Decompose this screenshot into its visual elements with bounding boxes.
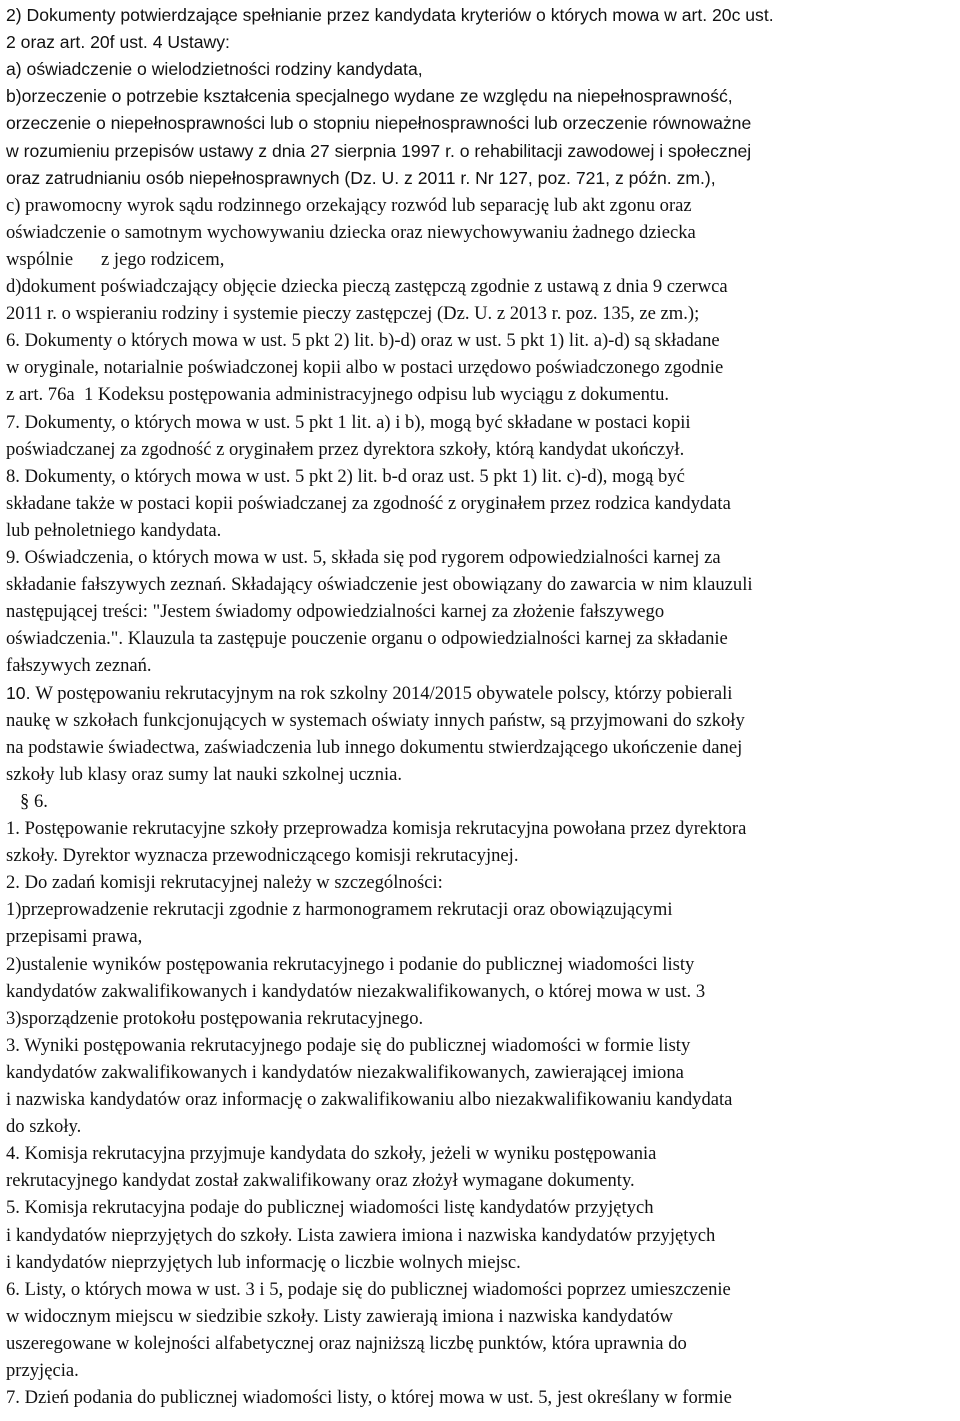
text-segment: 2)ustalenie wyników postępowania rekrutacyjnego i podanie do publicznej wiadomości listy — [6, 953, 695, 975]
text-segment: 3)sporządzenie protokołu postępowania rekrutacyjnego. — [6, 1007, 424, 1029]
text-segment: kandydatów zakwalifikowanych i kandydatów niezakwalifikowanych, zawierającej imiona — [6, 1061, 684, 1083]
text-segment: 1. Postępowanie rekrutacyjne szkoły przeprowadza komisja rekrutacyjna powołana przez dyrektora — [6, 818, 747, 839]
text-line — [6, 436, 684, 463]
text-segment: 10. — [6, 682, 36, 703]
text-segment: 2) Dokumenty potwierdzające spełnianie przez kandydata kryteriów o których mowa w art. 20c ust. — [6, 5, 774, 25]
text-segment: 5. Komisja rekrutacyjna podaje do publicznej wiadomości listę kandydatów przyjętych — [6, 1197, 654, 1219]
text-line — [6, 327, 720, 354]
text-segment: 2011 r. o wspieraniu rodziny i systemie pieczy zastępczej (Dz. U. z 2013 r. poz. 135, ze zm.); — [6, 303, 700, 325]
text-line — [6, 83, 733, 110]
text-segment: szkoły. — [6, 845, 63, 867]
text-line — [6, 354, 723, 381]
text-line — [6, 29, 230, 56]
text-segment: następującej treści: "Jestem świadomy odpowiedzialności karnej za złożenie fałszywego — [6, 601, 665, 623]
text-line — [6, 110, 751, 137]
text-segment: Klauzula ta zastępuje pouczenie organu o odpowiedzialności karnej za składanie — [127, 628, 728, 650]
text-line — [6, 138, 751, 165]
text-segment: Składający oświadczenie jest obowiązany do zawarcia w nim klauzuli — [231, 574, 753, 596]
text-line — [6, 869, 443, 896]
text-line — [6, 842, 519, 869]
text-line — [6, 409, 691, 436]
text-segment: 4. Komisja rekrutacyjna przyjmuje kandydata do szkoły, jeżeli w wyniku postępowania — [6, 1143, 657, 1165]
text-segment: kandydatów zakwalifikowanych i kandydatów niezakwalifikowanych, o której mowa w ust. 3 — [6, 980, 706, 1002]
text-line — [6, 598, 664, 625]
text-line — [6, 1222, 715, 1249]
text-line — [6, 544, 721, 571]
text-line — [6, 707, 745, 734]
text-segment: w widocznym miejscu w siedzibie szkoły. — [6, 1305, 324, 1327]
text-segment: b)orzeczenie o potrzebie kształcenia specjalnego wydane ze względu na niepełnosprawność, — [6, 86, 733, 107]
text-segment: 6. Listy, o których mowa w ust. 3 i 5, podaje się do publicznej wiadomości poprzez umieszczenie — [6, 1278, 731, 1300]
text-segment: W postępowaniu rekrutacyjnym na rok szkolny 2014/2015 obywatele polscy, którzy pobierali — [35, 682, 733, 704]
text-segment: przyjęcia. — [6, 1360, 79, 1381]
text-line — [6, 300, 699, 327]
text-segment: naukę w szkołach funkcjonujących w systemach oświaty innych państw, są przyjmowani do szkoły — [6, 709, 745, 731]
text-line — [6, 381, 669, 408]
text-segment: oraz zatrudnianiu osób niepełnosprawnych (Dz. U. z 2011 r. Nr 127, poz. 721, z późn. zm.), — [6, 167, 716, 188]
text-segment: 7. Dzień podania do publicznej wiadomości listy, o której mowa w ust. 5, jest określany w formie — [6, 1387, 732, 1409]
text-segment: 2. Do zadań komisji rekrutacyjnej należy w szczególności: — [6, 872, 443, 894]
text-line — [6, 1005, 423, 1032]
text-segment: i kandydatów nieprzyjętych lub informację o liczbie wolnych miejsc. — [6, 1251, 521, 1273]
text-line — [20, 788, 48, 815]
text-line — [6, 165, 716, 192]
text-line — [6, 1086, 732, 1113]
text-segment: w oryginale, notarialnie poświadczonej kopii albo w postaci urzędowo poświadczonego zgodnie — [6, 357, 724, 379]
text-line — [6, 978, 705, 1005]
text-segment: przepisami prawa, — [6, 926, 143, 948]
text-segment: c) prawomocny wyrok sądu rodzinnego orzekający rozwód lub separację lub akt zgonu oraz — [6, 194, 692, 216]
text-line — [6, 2, 774, 29]
text-line — [6, 1032, 690, 1059]
text-line — [6, 815, 746, 842]
text-line — [6, 490, 731, 517]
text-line — [6, 652, 152, 679]
text-segment: i nazwiska kandydatów oraz informację o zakwalifikowaniu albo niezakwalifikowaniu kandydata — [6, 1089, 733, 1110]
text-segment: 8. Dokumenty, o których mowa w ust. 5 pkt 2) lit. b-d oraz ust. 5 pkt 1) lit. c)-d), mogą być — [6, 465, 685, 487]
text-segment: 1)przeprowadzenie rekrutacji zgodnie z harmonogramem rekrutacji oraz obowiązującymi — [6, 899, 673, 921]
text-segment: poświadczanej za zgodność z oryginałem przez dyrektora szkoły, którą kandydat ukończył. — [6, 438, 685, 460]
text-segment: Listy zawierają imiona i nazwiska kandydatów — [323, 1305, 673, 1327]
text-line — [6, 219, 696, 246]
text-segment: 2 oraz art. 20f ust. — [6, 32, 153, 53]
text-segment: składane także w postaci kopii poświadczanej za zgodność z oryginałem przez rodzica kandydata — [6, 492, 731, 514]
text-line — [6, 1303, 673, 1330]
text-line — [6, 1357, 79, 1384]
text-segment: do szkoły. — [6, 1116, 82, 1138]
text-segment: Lista zawiera imiona i nazwiska kandydatów przyjętych — [297, 1224, 716, 1246]
text-segment: oświadczenia.". — [6, 628, 128, 650]
text-line — [6, 1167, 635, 1194]
text-segment: 4 Ustawy: — [152, 32, 230, 53]
text-segment: fałszywych zeznań. — [6, 655, 152, 677]
text-segment: oświadczenie o samotnym wychowywaniu dziecka oraz niewychowywaniu żadnego dziecka — [6, 221, 696, 243]
text-segment: w rozumieniu przepisów ustawy z dnia 27 sierpnia 1997 r. o rehabilitacji zawodowej i społecznej — [6, 140, 752, 161]
text-segment: a) oświadczenie o wielodzietności rodziny kandydata, — [6, 59, 423, 80]
text-segment: 9. Oświadczenia, o których mowa w ust. 5, składa się pod rygorem odpowiedzialności karnej za — [6, 547, 721, 568]
text-line — [6, 923, 142, 950]
text-segment: § 6. — [20, 790, 48, 812]
text-segment: i kandydatów nieprzyjętych do szkoły. — [6, 1224, 298, 1246]
text-segment: Dyrektor wyznacza przewodniczącego komisji rekrutacyjnej. — [62, 845, 519, 867]
text-segment: uszeregowane w kolejności alfabetycznej oraz najniższą liczbę punktów, która uprawnia do — [6, 1332, 687, 1354]
text-segment: rekrutacyjnego kandydat został zakwalifikowany oraz złożył wymagane dokumenty. — [6, 1170, 635, 1192]
text-line — [6, 1113, 81, 1140]
text-segment: 3. Wyniki postępowania rekrutacyjnego podaje się do publicznej wiadomości w formie listy — [6, 1034, 691, 1056]
text-line — [6, 1276, 731, 1303]
text-line — [6, 951, 694, 978]
text-segment: z art. 76a 1 Kodeksu postępowania administracyjnego odpisu lub wyciągu z dokumentu. — [6, 384, 670, 406]
text-line — [6, 56, 423, 83]
text-segment: wspólnie z jego rodzicem, — [6, 248, 225, 270]
text-segment: 6. Dokumenty o których mowa w ust. 5 pkt 2) lit. b)-d) oraz w ust. 5 pkt 1) lit. a)-d) są składane — [6, 330, 720, 352]
text-segment: na podstawie świadectwa, zaświadczenia lub innego dokumentu stwierdzającego ukończenie danej — [6, 736, 743, 758]
text-line — [6, 761, 402, 788]
text-segment: lub pełnoletniego kandydata. — [6, 519, 222, 541]
text-line — [6, 1249, 521, 1276]
text-line — [6, 1384, 732, 1411]
text-segment: szkoły lub klasy oraz sumy lat nauki szkolnej ucznia. — [6, 763, 403, 785]
text-line — [6, 734, 742, 761]
text-line — [6, 273, 728, 300]
text-segment: 7. Dokumenty, o których mowa w ust. 5 pkt 1 lit. a) i b), mogą być składane w postaci kopii — [6, 411, 691, 433]
text-line — [6, 517, 221, 544]
text-line — [6, 246, 224, 273]
text-segment: d)dokument poświadczający objęcie dziecka pieczą zastępczą zgodnie z ustawą z dnia 9 czerwca — [6, 276, 728, 297]
text-line — [6, 1194, 654, 1221]
text-segment: orzeczenie o niepełnosprawności lub o stopniu niepełnosprawności lub orzeczenie równoważne — [6, 113, 752, 134]
text-segment: składanie fałszywych zeznań. — [6, 574, 232, 596]
text-line — [6, 1140, 656, 1167]
text-line — [6, 192, 692, 219]
text-line — [6, 896, 672, 923]
text-line — [6, 463, 685, 490]
text-line — [6, 1330, 687, 1357]
text-line — [6, 1059, 684, 1086]
text-line — [6, 571, 753, 598]
text-line — [6, 680, 732, 707]
text-line — [6, 625, 728, 652]
